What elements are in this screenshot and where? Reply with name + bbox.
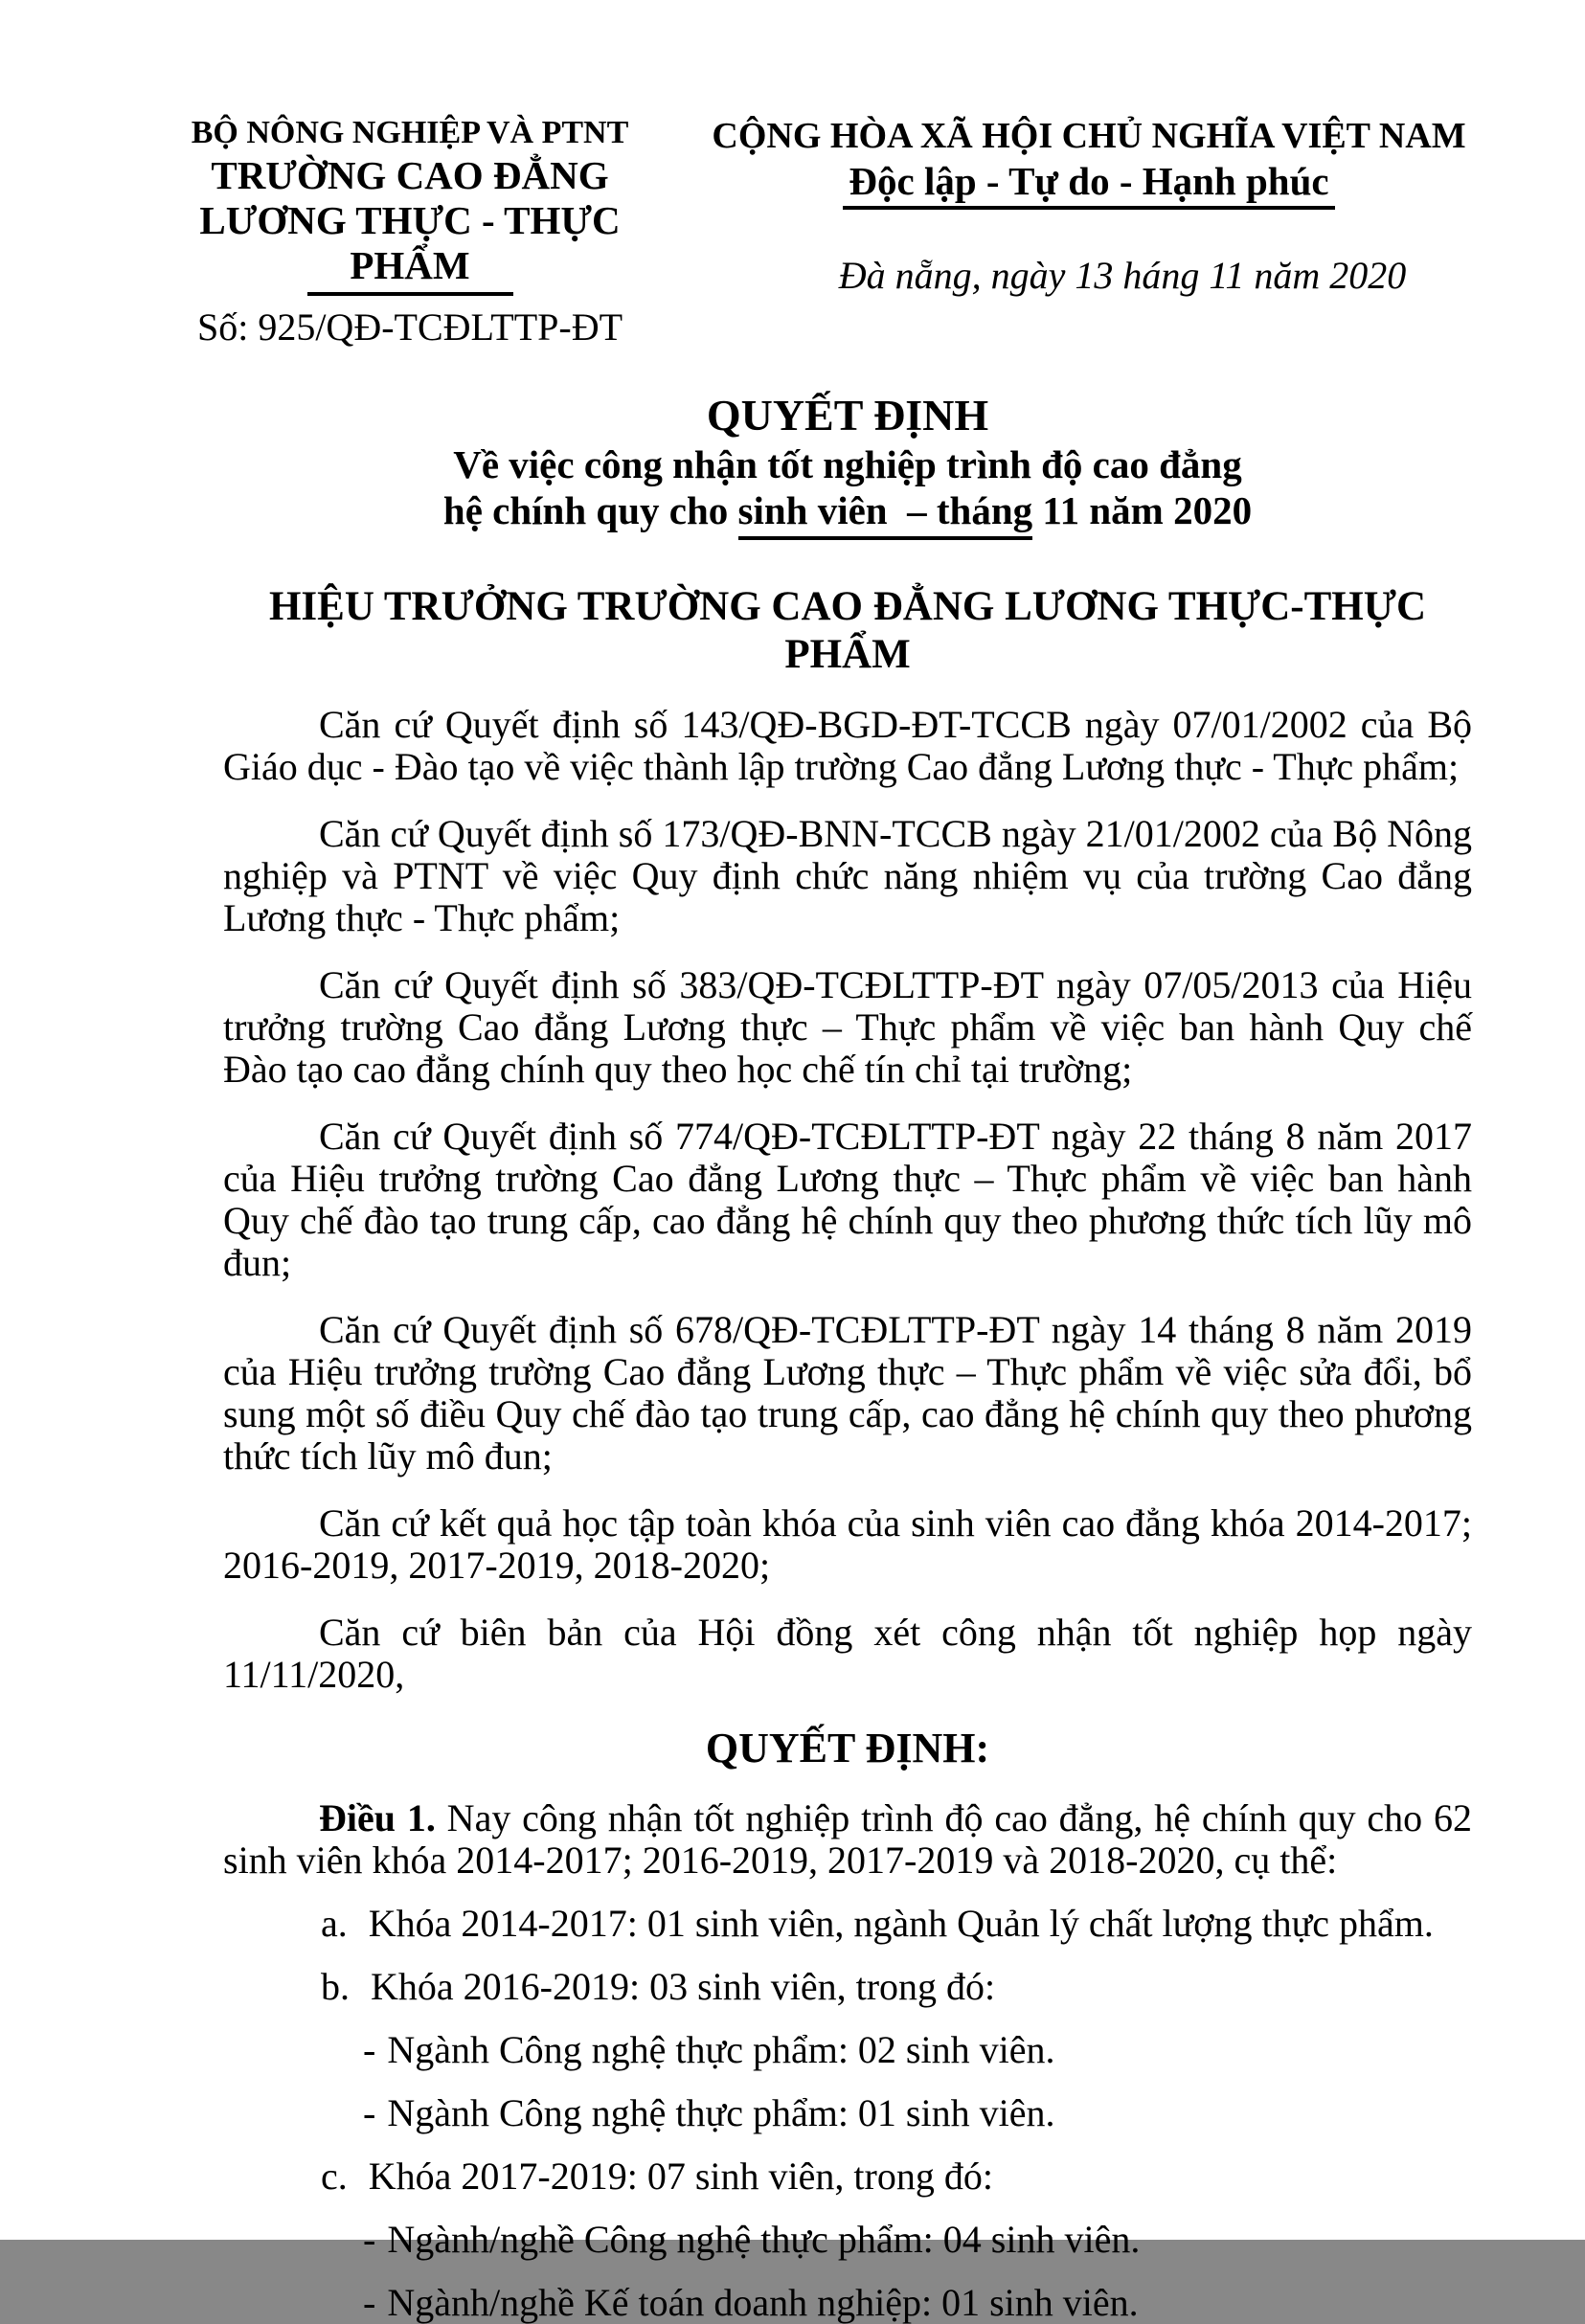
national-header-block <box>706 113 1472 298</box>
doc-number: Số: 925/QĐ-TCĐLTTP-ĐT <box>196 305 623 349</box>
item-marker: - <box>363 2028 376 2071</box>
preamble-paragraph-5: Căn cứ Quyết định số 678/QĐ-TCĐLTTP-ĐT ngày 14 tháng 8 năm 2019 của Hiệu trưởng trường Cao đẳng Lương thực – Thực phẩm về việc sửa đổi, bổ sung một số điều Quy chế đào tạo trung cấp, cao đẳng hệ chính quy theo phương thức tích lũy mô đun; <box>223 1308 1472 1478</box>
item-text: Khóa 2017-2019: 07 sinh viên, trong đó: <box>368 2155 993 2198</box>
item-marker: - <box>363 2218 376 2261</box>
item-text: Ngành Công nghệ thực phẩm: 01 sinh viên. <box>387 2091 1055 2134</box>
decision-subtitle-line2 <box>223 487 1472 533</box>
list-item-b <box>223 1966 1472 2008</box>
preamble-paragraph-6: Căn cứ kết quả học tập toàn khóa của sinh viên cao đẳng khóa 2014-2017; 2016-2019, 2017-2019, 2018-2020; <box>223 1501 1472 1587</box>
preamble-paragraph-2: Căn cứ Quyết định số 173/QĐ-BNN-TCCB ngày 21/01/2002 của Bộ Nông nghiệp và PTNT về việc Quy định chức năng nhiệm vụ của trường Cao đẳng Lương thực - Thực phẩm; <box>223 812 1472 939</box>
article-1-label: Điều 1. <box>319 1796 436 1839</box>
national-name: CỘNG HÒA XÃ HỘI CHỦ NGHĨA VIỆT NAM <box>712 116 1466 156</box>
item-text: Khóa 2014-2017: 01 sinh viên, ngành Quản lý chất lượng thực phẩm. <box>368 1902 1434 1945</box>
decision-title: QUYẾT ĐỊNH <box>706 391 989 440</box>
article-1-text: Nay công nhận tốt nghiệp trình độ cao đẳng, hệ chính quy cho 62 sinh viên khóa 2014-2017; 2016-2019, 2017-2019 và 2018-2020, cụ thể: <box>223 1796 1472 1882</box>
national-motto: Độc lập - Tự do - Hạnh phúc <box>843 159 1334 210</box>
list-item-a <box>223 1903 1472 1945</box>
issue-place-date: Đà nẵng, ngày 13 háng 11 năm 2020 <box>838 254 1407 297</box>
list-subitem-c1 <box>223 2219 1472 2261</box>
list-item-c <box>223 2155 1472 2198</box>
list-subitem-c2 <box>223 2282 1472 2324</box>
item-text: Khóa 2016-2019: 03 sinh viên, trong đó: <box>371 1965 996 2008</box>
subtitle-segment-underlined: sinh viên – tháng <box>738 488 1033 540</box>
preamble-paragraph-3: Căn cứ Quyết định số 383/QĐ-TCĐLTTP-ĐT ngày 07/05/2013 của Hiệu trưởng trường Cao đẳng Lương thực – Thực phẩm về việc ban hành Quy chế Đào tạo cao đẳng chính quy theo học chế tín chỉ tại trường; <box>223 963 1472 1091</box>
item-text: Ngành/nghề Kế toán doanh nghiệp: 01 sinh viên. <box>387 2281 1139 2324</box>
school-name-line1: TRƯỜNG CAO ĐẲNG <box>211 153 609 197</box>
issuer-block <box>185 113 635 350</box>
list-subitem-b2 <box>223 2092 1472 2134</box>
subtitle-segment-before: hệ chính quy cho <box>442 488 738 532</box>
item-text: Ngành/nghề Công nghệ thực phẩm: 04 sinh viên. <box>387 2218 1141 2261</box>
document-content <box>191 113 1472 2324</box>
item-text: Ngành Công nghệ thực phẩm: 02 sinh viên. <box>387 2028 1055 2071</box>
item-marker: - <box>363 2281 376 2324</box>
preamble-paragraph-4: Căn cứ Quyết định số 774/QĐ-TCĐLTTP-ĐT ngày 22 tháng 8 năm 2017 của Hiệu trưởng trường Cao đẳng Lương thực – Thực phẩm về việc ban hành Quy chế đào tạo trung cấp, cao đẳng hệ chính quy theo phương thức tích lũy mô đun; <box>223 1115 1472 1284</box>
preamble-paragraph-1: Căn cứ Quyết định số 143/QĐ-BGD-ĐT-TCCB ngày 07/01/2002 của Bộ Giáo dục - Đào tạo về việc thành lập trường Cao đẳng Lương thực - Thực phẩm; <box>223 703 1472 788</box>
item-marker: b. <box>321 1965 350 2008</box>
school-name-line2: LƯƠNG THỰC - THỰC PHẨM <box>199 198 621 287</box>
item-marker: - <box>363 2091 376 2134</box>
list-subitem-b1 <box>223 2029 1472 2071</box>
item-marker: a. <box>321 1902 348 1945</box>
issuer-underline <box>307 292 513 296</box>
item-marker: c. <box>321 2155 348 2198</box>
subtitle-segment-after: 11 năm 2020 <box>1032 488 1253 532</box>
document-header <box>191 113 1472 350</box>
preamble-paragraph-7: Căn cứ biên bản của Hội đồng xét công nhận tốt nghiệp họp ngày 11/11/2020, <box>223 1611 1472 1696</box>
ministry-name: BỘ NÔNG NGHIỆP VÀ PTNT <box>191 115 629 150</box>
article-1-paragraph <box>223 1797 1472 1882</box>
decision-subtitle-line1: Về việc công nhận tốt nghiệp trình độ cao đẳng <box>453 442 1242 486</box>
decision-heading: QUYẾT ĐỊNH: <box>705 1725 990 1771</box>
authority-heading: HIỆU TRƯỞNG TRƯỜNG CAO ĐẲNG LƯƠNG THỰC-THỰC PHẨM <box>268 584 1427 677</box>
